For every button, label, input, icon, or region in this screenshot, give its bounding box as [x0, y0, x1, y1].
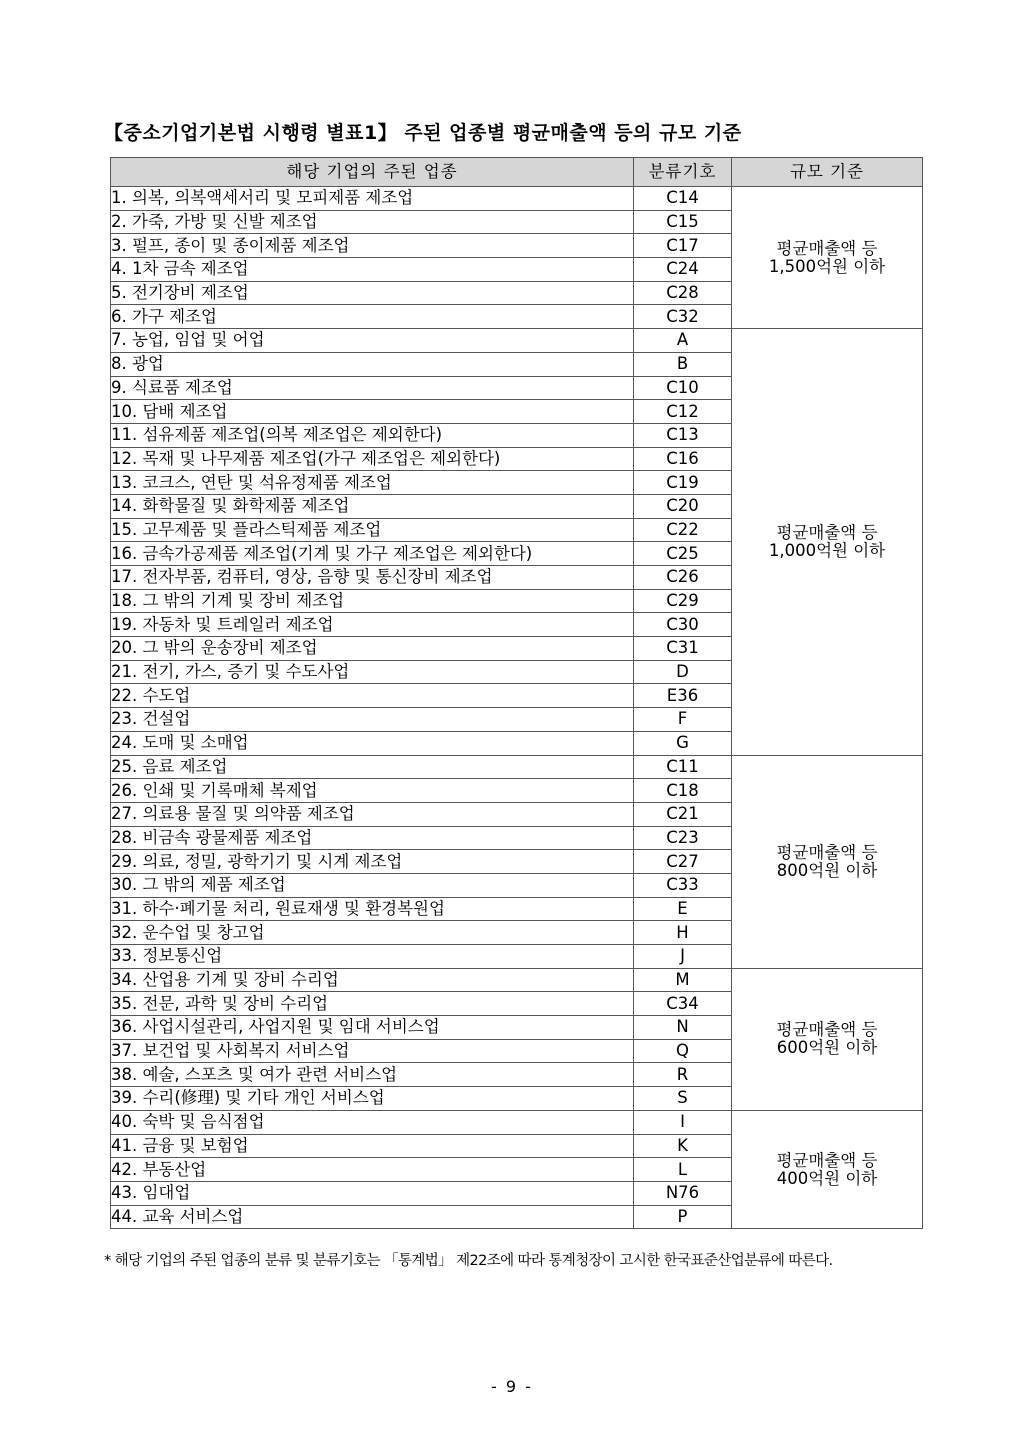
- classification-code-cell: D: [634, 660, 732, 684]
- table-row: [111, 187, 923, 211]
- table-row: [111, 1110, 923, 1134]
- classification-code-cell: K: [634, 1134, 732, 1158]
- criteria-label: 평균매출액 등: [776, 842, 878, 862]
- industry-cell: 17. 전자부품, 컴퓨터, 영상, 음향 및 통신장비 제조업: [111, 566, 634, 590]
- size-criteria-cell: [732, 1110, 923, 1228]
- classification-code-cell: C26: [634, 566, 732, 590]
- industry-cell: 7. 농업, 임업 및 어업: [111, 329, 634, 353]
- classification-code-cell: C24: [634, 258, 732, 282]
- classification-code-cell: P: [634, 1205, 732, 1229]
- classification-code-cell: C33: [634, 873, 732, 897]
- header-industry: 해당 기업의 주된 업종: [111, 158, 634, 187]
- criteria-limit: 800억원 이하: [776, 860, 878, 880]
- criteria-limit: 1,000억원 이하: [768, 540, 886, 560]
- industry-cell: 27. 의료용 물질 및 의약품 제조업: [111, 802, 634, 826]
- classification-code-cell: C34: [634, 992, 732, 1016]
- classification-code-cell: S: [634, 1087, 732, 1111]
- classification-code-cell: M: [634, 968, 732, 992]
- classification-code-cell: C14: [634, 187, 732, 211]
- criteria-limit: 600억원 이하: [776, 1038, 878, 1058]
- industry-cell: 12. 목재 및 나무제품 제조업(가구 제조업은 제외한다): [111, 447, 634, 471]
- classification-code-cell: J: [634, 945, 732, 969]
- industry-cell: 5. 전기장비 제조업: [111, 281, 634, 305]
- industry-cell: 11. 섬유제품 제조업(의복 제조업은 제외한다): [111, 423, 634, 447]
- page-number: - 9 -: [491, 1377, 533, 1396]
- classification-code-cell: N76: [634, 1181, 732, 1205]
- industry-cell: 36. 사업시설관리, 사업지원 및 임대 서비스업: [111, 1016, 634, 1040]
- industry-cell: 29. 의료, 정밀, 광학기기 및 시계 제조업: [111, 850, 634, 874]
- classification-code-cell: C13: [634, 423, 732, 447]
- industry-cell: 19. 자동차 및 트레일러 제조업: [111, 613, 634, 637]
- criteria-limit: 1,500억원 이하: [768, 256, 886, 276]
- criteria-label: 평균매출액 등: [776, 522, 878, 542]
- industry-cell: 15. 고무제품 및 플라스틱제품 제조업: [111, 518, 634, 542]
- industry-cell: 41. 금융 및 보험업: [111, 1134, 634, 1158]
- size-criteria-cell: [732, 968, 923, 1110]
- criteria-limit: 400억원 이하: [776, 1168, 878, 1188]
- header-criteria: 규모 기준: [732, 158, 923, 187]
- classification-code-cell: C25: [634, 542, 732, 566]
- table-body: [111, 187, 923, 1229]
- industry-cell: 6. 가구 제조업: [111, 305, 634, 329]
- industry-cell: 44. 교육 서비스업: [111, 1205, 634, 1229]
- classification-code-cell: C18: [634, 779, 732, 803]
- table-header-row: [111, 158, 923, 187]
- classification-code-cell: C19: [634, 471, 732, 495]
- classification-code-cell: C16: [634, 447, 732, 471]
- industry-cell: 14. 화학물질 및 화학제품 제조업: [111, 494, 634, 518]
- industry-cell: 37. 보건업 및 사회복지 서비스업: [111, 1039, 634, 1063]
- industry-cell: 39. 수리(修理) 및 기타 개인 서비스업: [111, 1087, 634, 1111]
- industry-cell: 35. 전문, 과학 및 장비 수리업: [111, 992, 634, 1016]
- table-row: [111, 968, 923, 992]
- industry-cell: 42. 부동산업: [111, 1158, 634, 1182]
- size-criteria-cell: [732, 755, 923, 968]
- industry-cell: 31. 하수·폐기물 처리, 원료재생 및 환경복원업: [111, 897, 634, 921]
- industry-cell: 43. 임대업: [111, 1181, 634, 1205]
- classification-code-cell: A: [634, 329, 732, 353]
- classification-code-cell: C31: [634, 637, 732, 661]
- industry-cell: 33. 정보통신업: [111, 945, 634, 969]
- classification-code-cell: C17: [634, 234, 732, 258]
- classification-code-cell: N: [634, 1016, 732, 1040]
- industry-cell: 38. 예술, 스포츠 및 여가 관련 서비스업: [111, 1063, 634, 1087]
- classification-code-cell: Q: [634, 1039, 732, 1063]
- document-title: 【중소기업기본법 시행령 별표1】 주된 업종별 평균매출액 등의 규모 기준: [104, 122, 742, 144]
- industry-cell: 10. 담배 제조업: [111, 400, 634, 424]
- size-criteria-cell: [732, 187, 923, 329]
- industry-cell: 28. 비금속 광물제품 제조업: [111, 826, 634, 850]
- classification-code-cell: C29: [634, 589, 732, 613]
- industry-cell: 18. 그 밖의 기계 및 장비 제조업: [111, 589, 634, 613]
- classification-code-cell: G: [634, 731, 732, 755]
- industry-cell: 24. 도매 및 소매업: [111, 731, 634, 755]
- classification-code-cell: I: [634, 1110, 732, 1134]
- industry-cell: 32. 운수업 및 창고업: [111, 921, 634, 945]
- classification-code-cell: C22: [634, 518, 732, 542]
- classification-code-cell: C28: [634, 281, 732, 305]
- footnote: * 해당 기업의 주된 업종의 분류 및 분류기호는 「통계법」 제22조에 따라 통계청장이 고시한 한국표준산업분류에 따른다.: [104, 1253, 833, 1269]
- classification-code-cell: F: [634, 708, 732, 732]
- classification-code-cell: C23: [634, 826, 732, 850]
- industry-cell: 16. 금속가공제품 제조업(기계 및 가구 제조업은 제외한다): [111, 542, 634, 566]
- classification-code-cell: L: [634, 1158, 732, 1182]
- header-code: 분류기호: [634, 158, 732, 187]
- classification-code-cell: E36: [634, 684, 732, 708]
- criteria-label: 평균매출액 등: [776, 238, 878, 258]
- industry-cell: 1. 의복, 의복액세서리 및 모피제품 제조업: [111, 187, 634, 211]
- classification-code-cell: C30: [634, 613, 732, 637]
- classification-code-cell: C15: [634, 210, 732, 234]
- industry-cell: 34. 산업용 기계 및 장비 수리업: [111, 968, 634, 992]
- industry-cell: 26. 인쇄 및 기록매체 복제업: [111, 779, 634, 803]
- classification-code-cell: H: [634, 921, 732, 945]
- classification-code-cell: C32: [634, 305, 732, 329]
- industry-cell: 30. 그 밖의 제품 제조업: [111, 873, 634, 897]
- industry-cell: 8. 광업: [111, 352, 634, 376]
- criteria-label: 평균매출액 등: [776, 1020, 878, 1040]
- industry-cell: 2. 가죽, 가방 및 신발 제조업: [111, 210, 634, 234]
- industry-cell: 23. 건설업: [111, 708, 634, 732]
- classification-code-cell: C27: [634, 850, 732, 874]
- classification-code-cell: C11: [634, 755, 732, 779]
- industry-cell: 20. 그 밖의 운송장비 제조업: [111, 637, 634, 661]
- size-criteria-cell: [732, 329, 923, 755]
- industry-cell: 13. 코크스, 연탄 및 석유정제품 제조업: [111, 471, 634, 495]
- classification-code-cell: R: [634, 1063, 732, 1087]
- industry-cell: 9. 식료품 제조업: [111, 376, 634, 400]
- industry-cell: 4. 1차 금속 제조업: [111, 258, 634, 282]
- industry-cell: 21. 전기, 가스, 증기 및 수도사업: [111, 660, 634, 684]
- table-row: [111, 329, 923, 353]
- table-row: [111, 755, 923, 779]
- classification-code-cell: C12: [634, 400, 732, 424]
- industry-cell: 40. 숙박 및 음식점업: [111, 1110, 634, 1134]
- classification-code-cell: C20: [634, 494, 732, 518]
- industry-size-criteria-table: [110, 157, 923, 1229]
- industry-cell: 3. 펄프, 종이 및 종이제품 제조업: [111, 234, 634, 258]
- classification-code-cell: C21: [634, 802, 732, 826]
- classification-code-cell: B: [634, 352, 732, 376]
- industry-cell: 25. 음료 제조업: [111, 755, 634, 779]
- industry-cell: 22. 수도업: [111, 684, 634, 708]
- classification-code-cell: C10: [634, 376, 732, 400]
- criteria-label: 평균매출액 등: [776, 1150, 878, 1170]
- classification-code-cell: E: [634, 897, 732, 921]
